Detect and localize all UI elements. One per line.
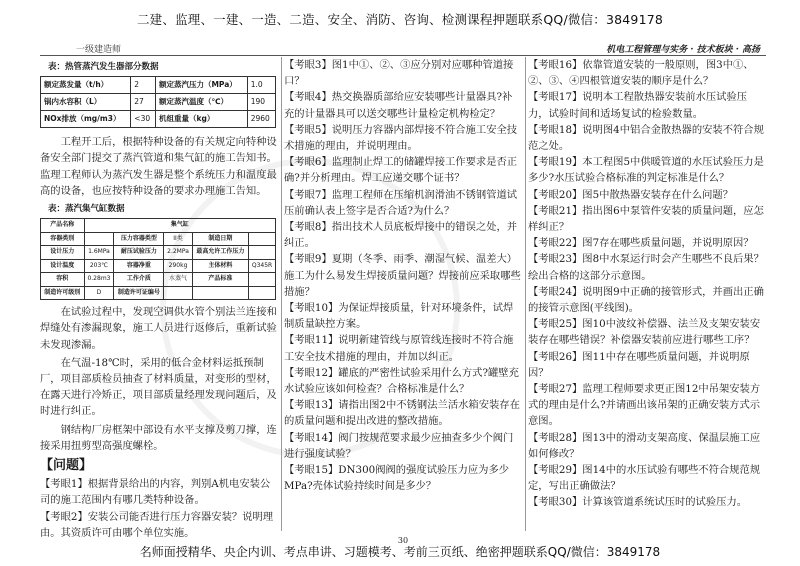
question-text: 说明新建管线与原管线连接时不符合施工安全技术措施的理由，并加以纠正。 (284, 334, 514, 363)
table-cell: 190 (247, 94, 275, 111)
question-tag: 【考眼6】 (284, 156, 332, 169)
paragraph: 在气温-18℃时，采用的低合金材料运抵预制厂，项目部质检员抽查了材料质量，对变形的型材，在露天进行冷矫正，项目部质量经理发现问题后，及时进行纠正。 (40, 356, 277, 418)
bottom-banner: 名师面授精华、央企内训、考点串讲、习题模考、考前三页纸、绝密押题联系QQ/微信：3849178 (139, 544, 661, 559)
question-item (284, 219, 522, 251)
paragraph: 工程开工后，根据特种设备的有关规定向特种设备安全部门提交了蒸汽管道和集气缸的施工告知书。监理工程师认为蒸汽发生器是整个系统压力和温度最高的设备，也应按特种设备的要求办理施工告知。 (40, 136, 277, 197)
question-item (528, 187, 766, 203)
question-tag: 【考眼22】 (528, 237, 583, 250)
table-row (41, 259, 276, 273)
question-item (528, 251, 766, 283)
question-text: 指出技术人员底板焊接中的错误之处，并纠正。 (284, 221, 518, 250)
question-item (528, 154, 766, 186)
question-item (528, 57, 766, 89)
question-text: 图14中的水压试验有哪些不符合规范规定，写出正确做法？ (528, 464, 761, 493)
question-text: 监理工程师要求更正图12中吊架安装方式的理由是什么?并请画出该吊架的正确安装方式示意图。 (528, 383, 761, 428)
question-tag: 【考眼13】 (284, 399, 339, 412)
page-number: 30 (397, 536, 409, 545)
question-text: 请指出图2中不锈钢法兰活水箱安装存在的质量问题和提出改进的整改措施。 (284, 399, 520, 428)
table-cell: 工作介质 (114, 273, 164, 287)
table-cell: 额定蒸汽压力（MPa） (155, 77, 247, 94)
table-cell: 耐压试验压力 (114, 246, 164, 260)
question-text: DN300阀阀的强度试验压力应为多少MPa?壳体试验持续时间是多少？ (284, 464, 510, 493)
question-tag: 【考眼5】 (284, 123, 332, 136)
question-text: 为保证焊接质量，针对环境条件，试焊制质量缺控方案。 (284, 302, 514, 331)
table-cell: 最高允许工作压力 (192, 246, 248, 260)
question-tag: 【考眼15】 (284, 464, 339, 477)
question-text: 说明本工程散热器安装前水压试验压力，试验时间和适场复试的检验数量。 (528, 91, 748, 120)
question-tag: 【考眼28】 (528, 431, 583, 444)
question-tag: 【考眼27】 (528, 383, 583, 396)
question-tag: 【考眼25】 (528, 318, 583, 331)
table1-caption: 表：热管蒸汽发生器部分数据 (48, 62, 159, 72)
question-item (284, 122, 522, 154)
table-row (41, 246, 276, 260)
question-item (528, 316, 766, 348)
paragraph: 在试验过程中，发现空调供水管个别法兰连接和焊缝处有渗漏现象，施工人员进行返修后，重新试验未发现渗漏。 (40, 306, 277, 351)
table-cell: 容器类别 (41, 232, 85, 246)
table-cell: 集气缸 (84, 219, 275, 233)
table-cell: 290kg (164, 259, 192, 273)
question-item (284, 462, 522, 494)
question-item (528, 122, 766, 154)
column-divider (525, 57, 526, 531)
table-cell: 1.0 (247, 77, 275, 94)
table-cell: 额定蒸发量（t/h） (41, 77, 131, 94)
question-text: 计算该管道系统试压时的试验压力。 (582, 496, 748, 509)
table-cell: 1.6MPa (84, 246, 114, 260)
question-text: 说明图9中正确的接管形式，并画出正确的接管示意图(平线图)。 (528, 285, 764, 315)
table-cell (249, 286, 276, 300)
question-text: 阀门按规范要求最少应抽查多少个阀门进行强度试验？ (284, 431, 514, 460)
table-row (41, 286, 276, 300)
question-item (528, 203, 766, 235)
question-text: 说明图4中铝合金散热器的安装不符合规范之处。 (528, 123, 764, 153)
question-tag: 【考眼14】 (284, 431, 339, 444)
question-text: 图5中散热器安装存在什么问题？ (582, 188, 734, 201)
question-item (284, 251, 522, 300)
question-item (528, 462, 766, 494)
question-text: 夏期（冬季、雨季、潮湿气候、温差大）施工为什么易发生焊接质量问题？焊接前应采取哪些措施？ (284, 253, 521, 298)
question-text: 图10中波纹补偿器、法兰及支架安装安装存在哪些错误？补偿器安装前应进行哪些工序？ (528, 318, 761, 347)
question-tag: 【考眼17】 (528, 91, 583, 104)
question-text: 热交换器质部给应安装哪些计量器具?补充的计量器具可以送交哪些计量检定机构检定？ (284, 91, 513, 120)
table-cell: D (84, 286, 114, 300)
question-tag: 【考眼21】 (528, 204, 583, 217)
question-item (528, 494, 766, 510)
steam-generator-table (40, 76, 276, 128)
question-tag: 【考眼1】 (40, 478, 88, 491)
table2-caption: 表：蒸汽集气缸数据 (48, 204, 125, 215)
question-tag: 【考眼9】 (284, 253, 332, 266)
table-cell (249, 246, 276, 260)
question-item (284, 332, 522, 364)
table-cell: 主体材料 (192, 259, 248, 273)
question-item (528, 349, 766, 381)
column-divider (281, 57, 282, 531)
table-row (41, 94, 276, 111)
question-item (528, 430, 766, 462)
question-tag: 【考眼11】 (284, 334, 339, 347)
question-tag: 【考眼20】 (528, 188, 583, 201)
question-text: 图1中①、②、③应分别对应哪种管道接口？ (284, 59, 514, 88)
table-cell: 产品标准 (192, 273, 248, 287)
question-item (284, 430, 522, 462)
table-cell (249, 232, 276, 246)
question-item (284, 397, 522, 429)
question-text: 指出图6中泵管件安装的质量问题，应怎样纠正？ (528, 204, 764, 234)
table-cell: 水蒸气 (164, 273, 192, 287)
table-row (41, 273, 276, 287)
table-cell: 容积 (41, 273, 85, 287)
table-row (41, 111, 276, 128)
table-cell: NOx排放（mg/m3） (41, 111, 131, 128)
table-row (41, 77, 276, 94)
question-text: 罐底的严密性试验采用什么方式?罐壁充水试验应该如何检查？合格标准是什么？ (284, 366, 519, 396)
question-item (284, 300, 522, 332)
table-cell: 额定蒸汽温度（℃） (155, 94, 247, 111)
question-item (40, 476, 278, 508)
table-cell: Q345R (249, 259, 276, 273)
question-tag: 【考眼4】 (284, 91, 332, 104)
question-text: 安装公司能否进行压力容器安装？说明理由。其资质许可由哪个单位实施。 (40, 510, 274, 539)
column-2 (284, 57, 522, 494)
table-cell (249, 273, 276, 287)
document-page (40, 38, 766, 545)
question-tag: 【考眼18】 (528, 123, 583, 136)
table-cell: 容器净重 (114, 259, 164, 273)
question-tag: 【考眼12】 (284, 366, 339, 379)
question-text: 说明压力容器内部焊接不符合施工安全技术措施的理由，并说明理由。 (284, 123, 518, 153)
header-rule (40, 55, 766, 56)
question-text: 图7存在哪些质量问题，并说明原因？ (582, 237, 754, 250)
question-tag: 【考眼29】 (528, 464, 583, 477)
running-header-left: 一级建造师 (76, 45, 122, 55)
table-cell: 2960 (247, 111, 275, 128)
table-cell: 203℃ (84, 259, 114, 273)
question-item (284, 89, 522, 121)
table-cell: 设计压力 (41, 246, 85, 260)
table-cell (84, 232, 114, 246)
question-tag: 【考眼3】 (284, 59, 332, 71)
question-item (284, 57, 522, 89)
question-text: 图8中水泵运行时会产生哪些不良后果？绘出合格的这部分示意图。 (528, 253, 764, 282)
question-item (528, 381, 766, 430)
table-cell: 制造日期 (192, 232, 248, 246)
question-text: 监理制止焊工的储罐焊接工作要求是否正确?并分析理由。焊工应递交哪个证书？ (284, 156, 518, 185)
question-tag: 【考眼8】 (284, 221, 332, 234)
question-item (284, 187, 522, 219)
table-row (41, 219, 276, 233)
question-item (284, 365, 522, 397)
table-cell: 2.2MPa (164, 246, 192, 260)
question-text: 图11中存在哪些质量问题，并说明原因？ (528, 350, 750, 379)
table-cell: 设计温度 (41, 259, 85, 273)
table-cell: II类 (164, 232, 192, 246)
question-tag: 【考眼2】 (40, 510, 88, 523)
question-text: 监理工程师在压缩机润滑油不锈钢管道试压前确认表上签字是否合适?为什么？ (284, 188, 518, 217)
top-banner: 二建、监理、一建、一造、二造、安全、消防、咨询、检测课程押题联系QQ/微信：3849178 (136, 12, 664, 27)
question-item (528, 284, 766, 316)
table-cell: 0.28m3 (84, 273, 114, 287)
table-cell: <30 (131, 111, 156, 128)
question-item (528, 89, 766, 121)
header-cylinder-table (40, 218, 276, 300)
paragraph: 钢结构厂房框架中部设有水平支撑及剪刀撑，连接采用扭剪型高强度螺栓。 (40, 423, 277, 452)
question-tag: 【考眼24】 (528, 285, 583, 298)
table-row (41, 232, 276, 246)
section-title: 【问题】 (40, 458, 93, 474)
column-3 (528, 57, 766, 511)
question-tag: 【考眼10】 (284, 302, 339, 315)
question-item (528, 235, 766, 251)
table-cell: 压力容器类型 (114, 232, 164, 246)
table-cell: 27 (131, 94, 156, 111)
column-1 (40, 57, 278, 541)
question-text: 图13中的滑动支架高度、保温层施工应如何修改？ (528, 431, 761, 460)
running-header-right: 机电工程管理与实务 · 技术板块 · 高扬 (606, 45, 760, 55)
question-tag: 【考眼19】 (528, 156, 583, 169)
question-text: 依靠管道安装的一般原则，图3中①、②、③、④四根管道安装的顺序是什么？ (528, 59, 754, 88)
question-tag: 【考眼16】 (528, 59, 583, 71)
question-text: 本工程图5中供暖管道的水压试验压力是多少?水压试验合格标准的判定标准是什么？ (528, 156, 764, 185)
question-tag: 【考眼7】 (284, 188, 332, 201)
table-cell: 机组重量（kg） (155, 111, 247, 128)
table-cell (164, 286, 192, 300)
table-cell: 产品名称 (41, 219, 85, 233)
question-item (284, 154, 522, 186)
table-cell: 制造许可证编号 (114, 286, 164, 300)
table-cell: 锅内水容积（L） (41, 94, 131, 111)
question-text: 根据背景给出的内容，判别A机电安装公司的施工范围内有哪几类特种设备。 (40, 478, 271, 507)
question-tag: 【考眼30】 (528, 496, 583, 509)
table-cell: 2 (131, 77, 156, 94)
table-cell (192, 286, 248, 300)
question-tag: 【考眼23】 (528, 253, 583, 266)
question-tag: 【考眼26】 (528, 350, 583, 363)
table-cell: 制造许可级别 (41, 286, 85, 300)
